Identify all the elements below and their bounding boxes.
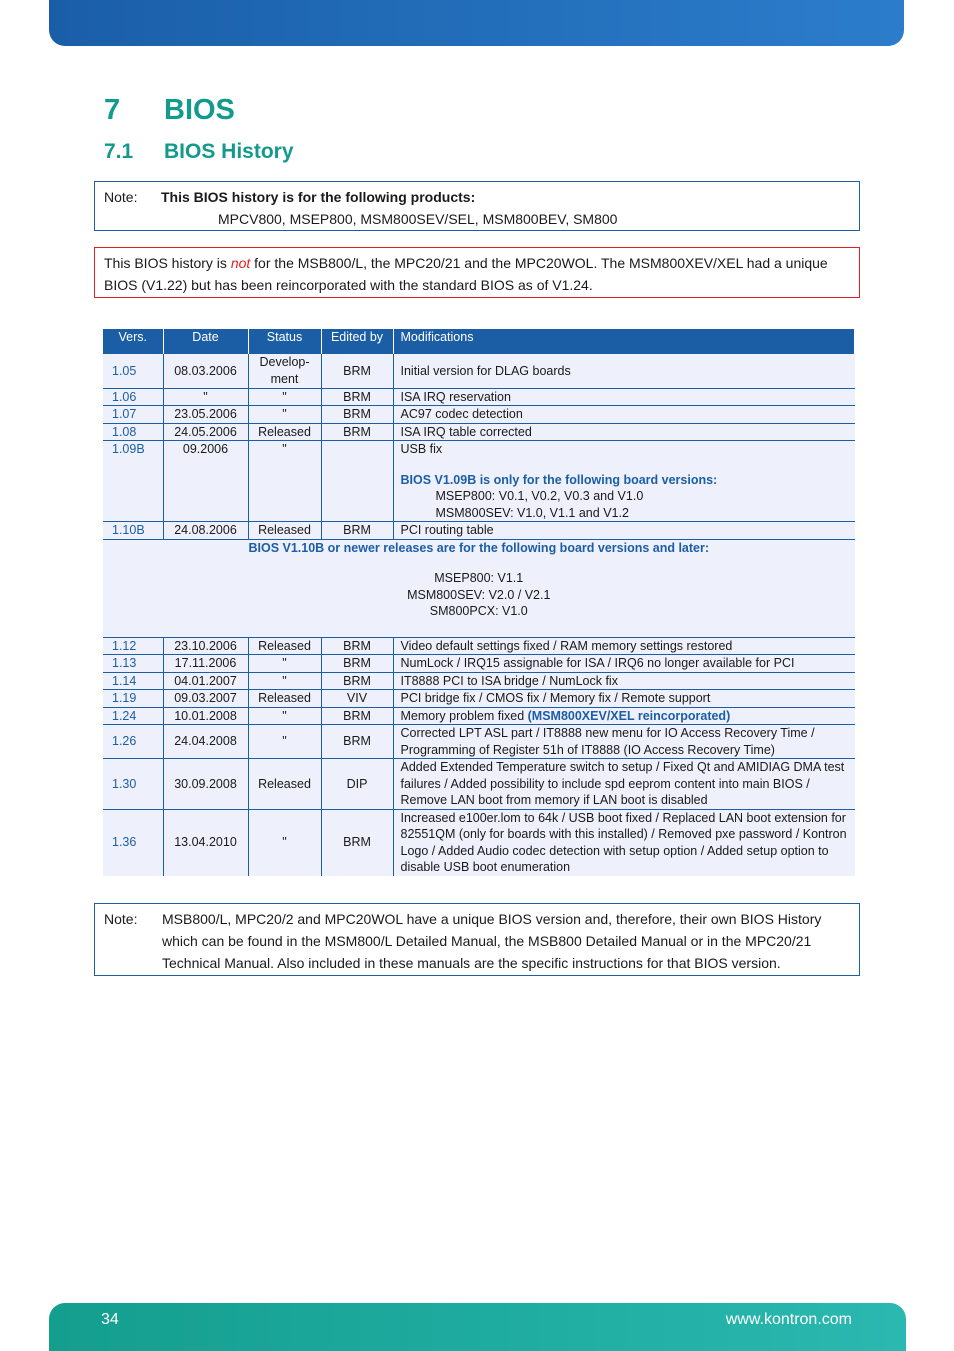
cell-date: 24.05.2006 [163,423,248,441]
cell-status: Develop- ment [248,354,321,388]
cell-date: 23.05.2006 [163,406,248,424]
cell-mod: Corrected LPT ASL part / IT8888 new menu for IO Access Recovery Time / Programming of Register 51h of IT8888 (IO Access Recovery Time) [393,725,855,759]
table-row [103,423,855,441]
cell-vers: 1.06 [103,388,163,406]
cell-mod: Initial version for DLAG boards [393,354,855,388]
footer-bar [49,1303,906,1351]
cell-vers: 1.13 [103,655,163,673]
cell-mod [393,707,855,725]
cell-by: BRM [321,522,393,540]
span-note-line: MSEP800: V1.1 [434,571,524,585]
table-row [103,809,855,876]
cell-mod [393,441,855,522]
table-header-row [103,329,855,354]
header-date: Date [163,329,248,354]
warning-after: for the MSB800/L, the MPC20/21 and the MPC20WOL. The MSM800XEV/XEL had a unique BIOS (V1.22) but has been reincorporated with the standard BIOS as of V1.24. [104,255,828,293]
cell-mod: AC97 codec detection [393,406,855,424]
cell-status: " [248,672,321,690]
note-label: Note: [104,911,138,927]
cell-vers: 1.08 [103,423,163,441]
cell-vers: 1.09B [103,441,163,522]
cell-vers: 1.07 [103,406,163,424]
cell-status: " [248,809,321,876]
board-version-note: BIOS V1.09B is only for the following board versions: [400,472,718,487]
bios-history-table [103,329,855,876]
table-row [103,406,855,424]
table-row [103,354,855,388]
table-row [103,441,855,522]
mod-note: (MSM800XEV/XEL reincorporated) [527,708,731,723]
cell-status: " [248,655,321,673]
cell-mod: PCI routing table [393,522,855,540]
section-title: BIOS History [164,140,294,163]
cell-date: 09.03.2007 [163,690,248,708]
table-row [103,759,855,810]
span-note-heading: BIOS V1.10B or newer releases are for the following board versions and later: [248,540,710,555]
cell-vers: 1.26 [103,725,163,759]
table-row [103,388,855,406]
cell-by: BRM [321,655,393,673]
table-row [103,690,855,708]
page-number: 34 [101,1311,119,1328]
cell-mod: NumLock / IRQ15 assignable for ISA / IRQ6 no longer available for PCI [393,655,855,673]
cell-vers: 1.36 [103,809,163,876]
cell-status: " [248,707,321,725]
header-banner [49,0,904,46]
table-span-row [103,539,855,637]
cell-by: VIV [321,690,393,708]
cell-status: " [248,441,321,522]
warning-emphasis: not [230,255,251,271]
mod-text: USB fix [400,442,443,456]
cell-status: " [248,388,321,406]
products-note [94,181,860,231]
cell-vers: 1.30 [103,759,163,810]
cell-mod: ISA IRQ reservation [393,388,855,406]
cell-mod: Added Extended Temperature switch to setup / Fixed Qt and AMIDIAG DMA test failures / Added possibility to include spd eeprom content into main BIOS / Remove LAN boot from memory if LAN boot is disabled [393,759,855,810]
cell-mod: Increased e100er.lom to 64k / USB boot fixed / Replaced LAN boot extension for 82551QM (only for boards with this installed) / Removed pxe password / Kontron Logo / Added Audio codec detection with setup option / Added setup option to disable USB boot enumeration [393,809,855,876]
board-versions-note [103,539,855,637]
bottom-note [94,903,860,976]
header-edited-by: Edited by [321,329,393,354]
cell-vers: 1.05 [103,354,163,388]
cell-status: " [248,406,321,424]
footer-url: www.kontron.com [725,1311,852,1328]
chapter-number: 7 [104,94,121,126]
span-note-line: MSM800SEV: V2.0 / V2.1 [407,587,551,602]
cell-status: Released [248,690,321,708]
cell-by: BRM [321,725,393,759]
cell-date: 04.01.2007 [163,672,248,690]
cell-date: 24.08.2006 [163,522,248,540]
cell-status: Released [248,423,321,441]
cell-date: 09.2006 [163,441,248,522]
cell-vers: 1.24 [103,707,163,725]
cell-date: 30.09.2008 [163,759,248,810]
note-heading: This BIOS history is for the following products: [161,189,476,205]
header-vers: Vers. [103,329,163,354]
cell-mod: Video default settings fixed / RAM memory settings restored [393,637,855,655]
cell-by: BRM [321,637,393,655]
table-row [103,522,855,540]
cell-mod: IT8888 PCI to ISA bridge / NumLock fix [393,672,855,690]
cell-mod: ISA IRQ table corrected [393,423,855,441]
cell-date: 17.11.2006 [163,655,248,673]
cell-by: BRM [321,707,393,725]
cell-by: BRM [321,388,393,406]
cell-mod: PCI bridge fix / CMOS fix / Memory fix / Remote support [393,690,855,708]
cell-date: 24.04.2008 [163,725,248,759]
table-row [103,725,855,759]
cell-date: " [163,388,248,406]
cell-status: Released [248,759,321,810]
cell-by: BRM [321,354,393,388]
cell-status: Released [248,637,321,655]
cell-vers: 1.14 [103,672,163,690]
note-label: Note: [104,189,138,205]
cell-vers: 1.10B [103,522,163,540]
mod-text: Memory problem fixed [400,708,528,723]
chapter-title: BIOS [164,94,235,126]
table-row [103,655,855,673]
cell-vers: 1.19 [103,690,163,708]
cell-by: BRM [321,672,393,690]
cell-date: 13.04.2010 [163,809,248,876]
section-number: 7.1 [104,140,134,163]
cell-date: 08.03.2006 [163,354,248,388]
cell-by [321,441,393,522]
table-row [103,637,855,655]
products-list: MPCV800, MSEP800, MSM800SEV/SEL, MSM800BEV, SM800 [218,211,618,227]
cell-status: Released [248,522,321,540]
board-version-line: MSM800SEV: V1.0, V1.1 and V1.2 [435,505,629,520]
cell-date: 23.10.2006 [163,637,248,655]
warning-note [94,247,860,298]
table-row [103,672,855,690]
cell-by: DIP [321,759,393,810]
cell-vers: 1.12 [103,637,163,655]
cell-by: BRM [321,423,393,441]
table-row [103,707,855,725]
board-version-line: MSEP800: V0.1, V0.2, V0.3 and V1.0 [435,489,644,503]
header-modifications: Modifications [393,329,855,354]
warning-before: This BIOS history is [104,255,231,271]
header-status: Status [248,329,321,354]
note-text: MSB800/L, MPC20/2 and MPC20WOL have a unique BIOS version and, therefore, their own BIOS History which can be found in the MSM800/L Detailed Manual, the MSB800 Detailed Manual or in the MPC20/21 Technical Manual. Also included in these manuals are the specific instructions for that BIOS version. [162,911,822,971]
cell-date: 10.01.2008 [163,707,248,725]
cell-by: BRM [321,809,393,876]
cell-by: BRM [321,406,393,424]
span-note-line: SM800PCX: V1.0 [429,604,528,618]
cell-status: " [248,725,321,759]
